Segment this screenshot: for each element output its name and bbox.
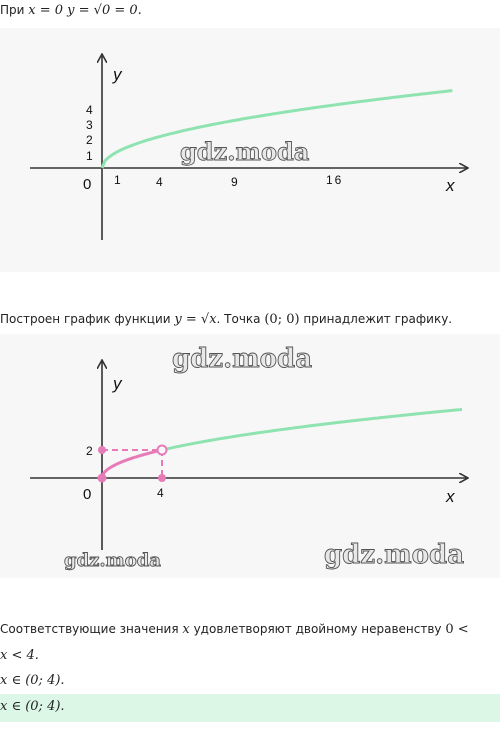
caption-text-1: Построен график функции [0, 312, 171, 326]
caption-line [0, 312, 452, 327]
y-axis-label: y [113, 65, 122, 84]
watermark: gdz.moda [324, 540, 465, 570]
answer-value: x ∈ (0; 4). [0, 699, 65, 714]
watermark: gdz.moda [180, 137, 310, 166]
conclusion-var: x [182, 622, 190, 637]
conclusion-text-2: удовлетворяют двойному неравенству [193, 622, 442, 636]
x-tick-1: 1 [114, 173, 121, 187]
y-axis-label: y [113, 374, 122, 393]
set-line [0, 673, 65, 688]
intro-prefix: При [0, 3, 25, 17]
y-tick-2: 2 [86, 133, 93, 147]
y-tick-3: 3 [86, 118, 93, 132]
graph-sqrt-highlight [0, 334, 500, 578]
intro-line [0, 3, 142, 18]
caption-text-3: принадлежит графику. [303, 312, 453, 326]
inequality-right: x < 4. [0, 648, 39, 663]
sqrt-curve [162, 409, 462, 450]
graph-sqrt-ticks [0, 28, 500, 272]
watermark: gdz.moda [172, 344, 313, 374]
point-y2 [98, 446, 106, 454]
x-mark-4: 4 [157, 486, 164, 500]
x-tick-9: 9 [231, 175, 238, 189]
y-mark-2: 2 [86, 444, 93, 458]
conclusion-text: Соответствующие значения [0, 622, 179, 636]
origin-label: 0 [83, 486, 92, 503]
watermark: gdz.moda [64, 550, 161, 571]
y-tick-1: 1 [86, 149, 93, 163]
point-x4 [158, 474, 166, 482]
x-tick-4: 4 [156, 175, 163, 189]
caption-function: y = √x [174, 312, 217, 327]
sqrt-curve-segment [102, 450, 162, 478]
x-axis-label: x [446, 176, 455, 195]
answer-line [0, 699, 65, 714]
intro-expression: x = 0 y = √0 = 0. [28, 3, 142, 18]
point-origin [98, 474, 107, 483]
inequality-left: 0 < [445, 622, 469, 637]
solution-set: x ∈ (0; 4). [0, 673, 65, 688]
open-point-4-2 [158, 446, 167, 455]
y-tick-4: 4 [86, 103, 93, 117]
answer-box [0, 694, 500, 722]
x-tick-16: 16 [326, 173, 344, 187]
x-axis-label: x [446, 487, 455, 506]
inequality-line [0, 648, 39, 663]
caption-point: (0; 0) [264, 312, 300, 327]
caption-text-2: . Точка [216, 312, 261, 326]
conclusion-line [0, 622, 469, 637]
origin-label: 0 [83, 176, 92, 193]
